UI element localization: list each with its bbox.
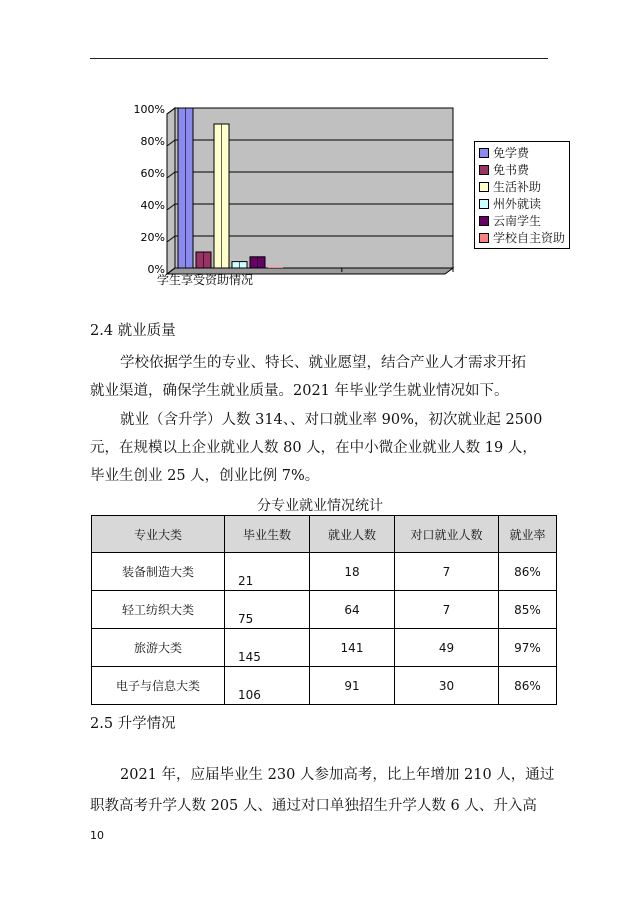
table-row (92, 629, 557, 667)
header-rule (90, 58, 548, 59)
y-tick-label: 100% (133, 103, 165, 116)
legend-swatch (479, 148, 489, 158)
legend-label: 学校自主资助 (493, 231, 566, 245)
table-cell: 49 (395, 629, 499, 667)
y-tick-label: 60% (140, 167, 165, 180)
table-row (92, 553, 557, 591)
table-row (92, 667, 557, 705)
legend-swatch (479, 216, 489, 226)
legend-swatch (479, 233, 489, 243)
legend-item (479, 195, 565, 212)
table-cell: 91 (310, 667, 395, 705)
section-heading-2-4: 2.4 就业质量 (90, 323, 176, 339)
section-heading-2-5: 2.5 升学情况 (90, 716, 176, 732)
legend-item (479, 144, 565, 161)
table-cell: 7 (395, 591, 499, 629)
column-header: 专业大类 (92, 516, 225, 553)
legend-swatch (479, 199, 489, 209)
legend-label: 免学费 (493, 146, 530, 160)
legend-item (479, 178, 565, 195)
funding-chart (133, 96, 468, 287)
legend-item (479, 229, 565, 246)
table-title: 分专业就业情况统计 (257, 498, 383, 514)
chart-legend (474, 141, 570, 249)
legend-item (479, 212, 565, 229)
table-cell: 145 (225, 629, 310, 667)
paragraph-line: 毕业生创业 25 人，创业比例 7%。 (90, 468, 320, 484)
paragraph-line: 2021 年，应届毕业生 230 人参加高考，比上年增加 210 人，通过 (120, 767, 555, 783)
table-cell: 轻工纺织大类 (92, 591, 225, 629)
y-tick-label: 20% (140, 231, 165, 244)
employment-table (91, 515, 557, 705)
page-number: 10 (90, 829, 104, 842)
paragraph-line: 元，在规模以上企业就业人数 80 人，在中小微企业就业人数 19 人， (90, 440, 537, 456)
table-cell: 21 (225, 553, 310, 591)
y-tick-label: 80% (140, 135, 165, 148)
legend-swatch (479, 182, 489, 192)
table-cell: 141 (310, 629, 395, 667)
table-cell: 30 (395, 667, 499, 705)
paragraph-line: 职教高考升学人数 205 人、通过对口单独招生升学人数 6 人、升入高 (90, 798, 537, 814)
y-tick-label: 0% (147, 263, 165, 276)
table-cell: 64 (310, 591, 395, 629)
legend-swatch (479, 165, 489, 175)
paragraph-line: 学校依据学生的专业、特长、就业愿望，结合产业人才需求开拓 (120, 355, 526, 371)
plot-side-wall (167, 108, 175, 274)
legend-label: 州外就读 (493, 197, 542, 211)
table-cell: 装备制造大类 (92, 553, 225, 591)
category-label: 学生享受资助情况 (157, 273, 254, 287)
table-cell: 旅游大类 (92, 629, 225, 667)
column-header: 就业率 (499, 516, 557, 553)
paragraph-line: 就业（含升学）人数 314、、对口就业率 90%，初次就业起 2500 (120, 412, 543, 428)
table-cell: 86% (499, 553, 557, 591)
legend-label: 云南学生 (493, 214, 542, 228)
legend-item (479, 161, 565, 178)
y-tick-label: 40% (140, 199, 165, 212)
legend-label: 生活补助 (493, 180, 542, 194)
column-header: 就业人数 (310, 516, 395, 553)
column-header: 对口就业人数 (395, 516, 499, 553)
table-cell: 电子与信息大类 (92, 667, 225, 705)
table-cell: 86% (499, 667, 557, 705)
table-row (92, 591, 557, 629)
table-cell: 85% (499, 591, 557, 629)
paragraph-line: 就业渠道，确保学生就业质量。2021 年毕业学生就业情况如下。 (90, 383, 509, 399)
table-header-row (92, 516, 557, 553)
bar-6 (268, 267, 283, 268)
table-cell: 97% (499, 629, 557, 667)
table-cell: 18 (310, 553, 395, 591)
table-cell: 106 (225, 667, 310, 705)
legend-label: 免书费 (493, 163, 530, 177)
table-cell: 7 (395, 553, 499, 591)
column-header: 毕业生数 (225, 516, 310, 553)
table-cell: 75 (225, 591, 310, 629)
